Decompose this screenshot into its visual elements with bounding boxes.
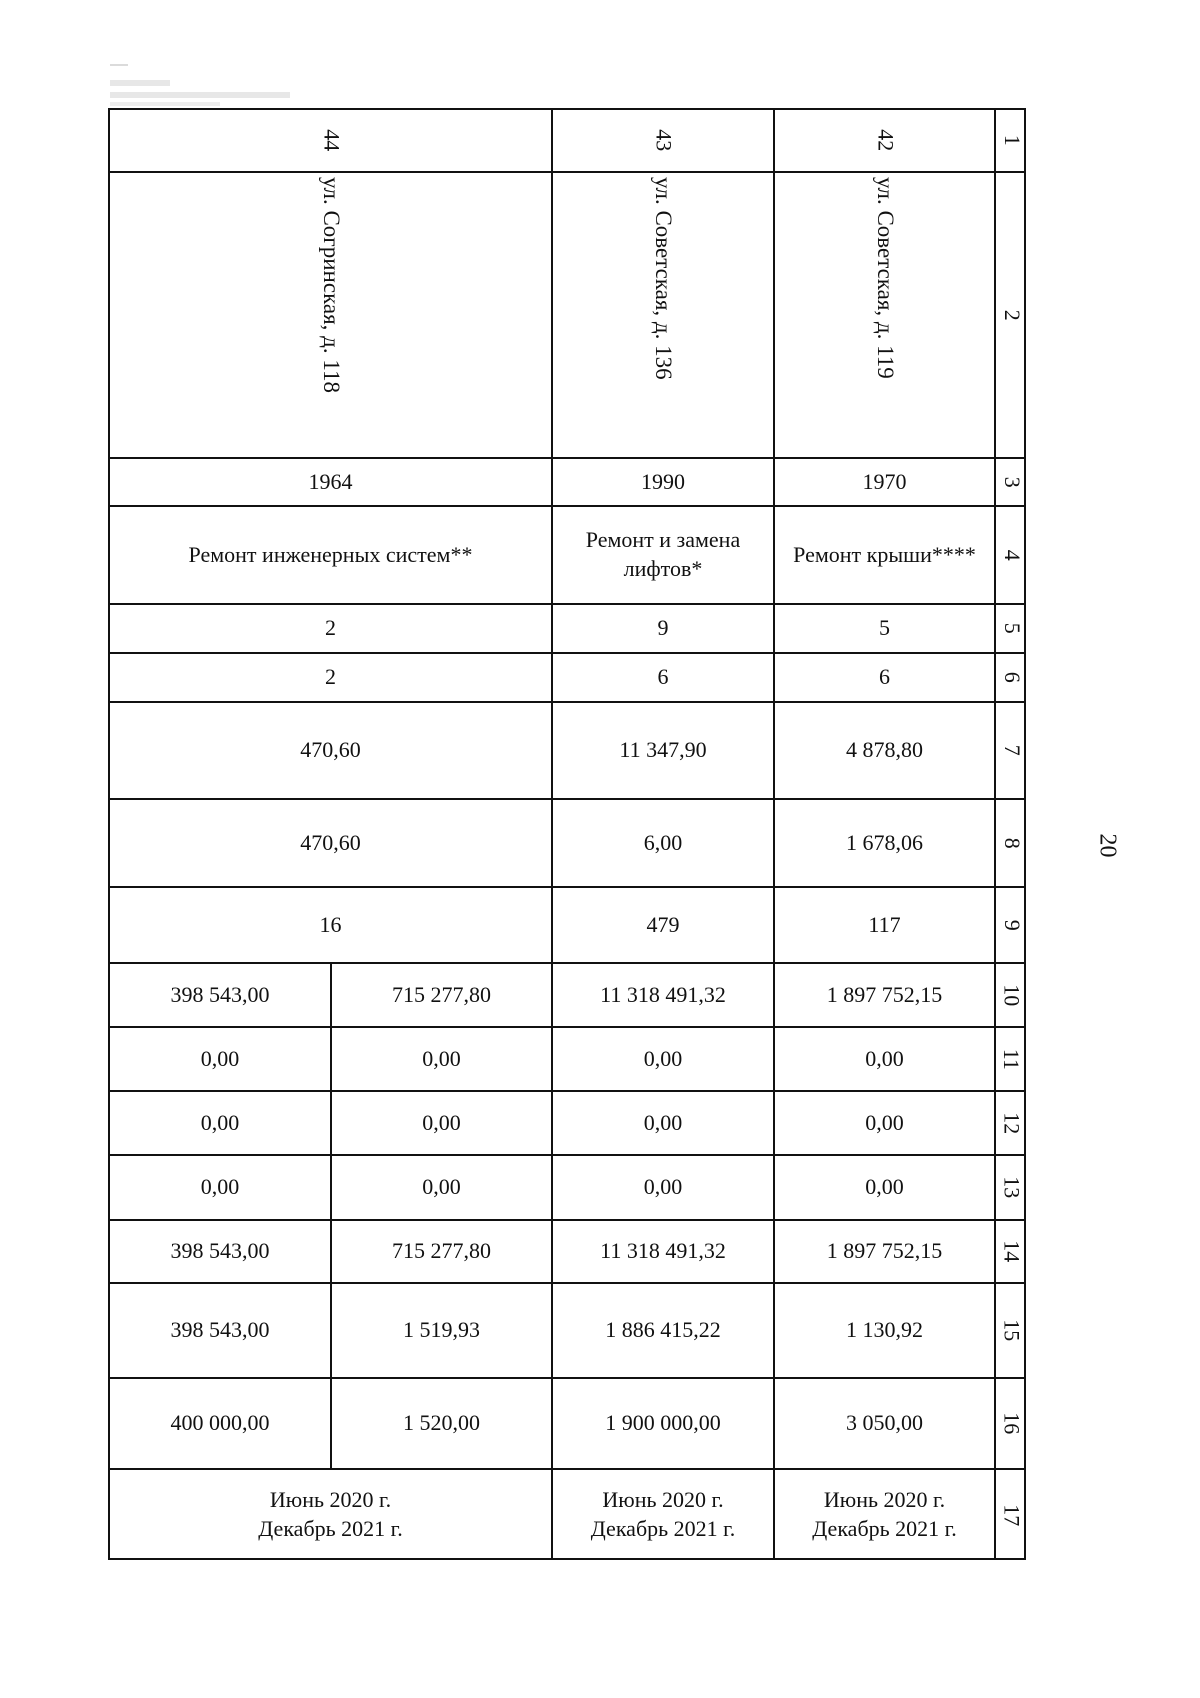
entry-42-number: 42	[872, 129, 898, 152]
column-number-14: 14	[999, 1240, 1025, 1263]
column-number-10-cell	[994, 962, 1026, 1026]
entry-42-col14: 1 897 752,15	[773, 1219, 994, 1282]
entry-43-number-cell	[551, 108, 773, 171]
entry-44-col16-b: 1 520,00	[330, 1377, 551, 1468]
entry-43-col11: 0,00	[551, 1026, 773, 1090]
entry-42-col7: 4 878,80	[773, 701, 994, 798]
entry-42-col9: 117	[773, 886, 994, 962]
entry-42-col12: 0,00	[773, 1090, 994, 1154]
column-number-17: 17	[999, 1504, 1025, 1526]
column-number-5: 5	[999, 623, 1025, 634]
column-number-16-cell	[994, 1377, 1026, 1468]
scan-smudge-mark	[110, 60, 310, 110]
column-number-15-cell	[994, 1282, 1026, 1377]
entry-43-address-cell	[551, 171, 773, 457]
entry-43-col10: 11 318 491,32	[551, 962, 773, 1026]
entry-44-col16-a: 400 000,00	[108, 1377, 330, 1468]
column-number-14-cell	[994, 1219, 1026, 1282]
column-number-12-cell	[994, 1090, 1026, 1154]
entry-43-work-type: Ремонт и замена лифтов*	[551, 505, 773, 603]
entry-42-col5: 5	[773, 603, 994, 652]
entry-44-col14-b: 715 277,80	[330, 1219, 551, 1282]
column-number-3: 3	[999, 476, 1025, 488]
column-number-8-cell	[994, 798, 1026, 886]
column-number-4: 4	[999, 549, 1025, 561]
entry-43-col5: 9	[551, 603, 773, 652]
entry-44-number-cell	[108, 108, 551, 171]
entry-43-col12: 0,00	[551, 1090, 773, 1154]
entry-43-number: 43	[651, 129, 677, 152]
entry-44-col15-b: 1 519,93	[330, 1282, 551, 1377]
entry-44-col12-b: 0,00	[330, 1090, 551, 1154]
entry-44-col10-b: 715 277,80	[330, 962, 551, 1026]
entry-42-col15: 1 130,92	[773, 1282, 994, 1377]
entry-43-col15: 1 886 415,22	[551, 1282, 773, 1377]
column-number-6-cell	[994, 652, 1026, 701]
entry-44-col15-a: 398 543,00	[108, 1282, 330, 1377]
entry-42-address: ул. Советская, д. 119	[872, 177, 898, 379]
entry-44-address-cell	[108, 171, 551, 457]
column-number-2: 2	[999, 309, 1025, 321]
entry-42-number-cell	[773, 108, 994, 171]
entry-44-col5: 2	[108, 603, 551, 652]
entry-44-col11-a: 0,00	[108, 1026, 330, 1090]
column-number-1-cell	[994, 108, 1026, 171]
column-number-6: 6	[999, 672, 1025, 683]
column-number-11-cell	[994, 1026, 1026, 1090]
column-number-16: 16	[999, 1412, 1025, 1435]
entry-43-col7: 11 347,90	[551, 701, 773, 798]
column-number-9: 9	[999, 919, 1025, 931]
entry-43-col9: 479	[551, 886, 773, 962]
entry-44-col12-a: 0,00	[108, 1090, 330, 1154]
entry-42-year: 1970	[773, 457, 994, 505]
column-number-12: 12	[999, 1112, 1025, 1134]
entry-44-number: 44	[318, 129, 344, 152]
entry-42-col11: 0,00	[773, 1026, 994, 1090]
page-number: 20	[1094, 833, 1121, 858]
entry-43-col16: 1 900 000,00	[551, 1377, 773, 1468]
column-number-7-cell	[994, 701, 1026, 798]
entry-44-period: Июнь 2020 г. Декабрь 2021 г.	[108, 1468, 551, 1560]
column-number-2-cell	[994, 171, 1026, 457]
entry-42-col6: 6	[773, 652, 994, 701]
entry-42-col10: 1 897 752,15	[773, 962, 994, 1026]
entry-43-year: 1990	[551, 457, 773, 505]
column-number-7: 7	[999, 745, 1025, 756]
entry-43-col8: 6,00	[551, 798, 773, 886]
column-number-15: 15	[999, 1319, 1025, 1342]
entry-43-col6: 6	[551, 652, 773, 701]
repair-table	[108, 108, 1026, 1560]
entry-43-address: ул. Советская, д. 136	[650, 177, 676, 380]
column-number-9-cell	[994, 886, 1026, 962]
column-number-17-cell	[994, 1468, 1026, 1560]
entry-42-address-cell	[773, 171, 994, 457]
entry-44-col13-a: 0,00	[108, 1154, 330, 1219]
entry-42-period: Июнь 2020 г. Декабрь 2021 г.	[773, 1468, 994, 1560]
column-number-4-cell	[994, 505, 1026, 603]
entry-44-col14-a: 398 543,00	[108, 1219, 330, 1282]
entry-44-work-type: Ремонт инженерных систем**	[108, 505, 551, 603]
entry-42-col13: 0,00	[773, 1154, 994, 1219]
entry-44-year: 1964	[108, 457, 551, 505]
entry-43-col14: 11 318 491,32	[551, 1219, 773, 1282]
entry-43-col13: 0,00	[551, 1154, 773, 1219]
entry-44-address: ул. Согринская, д. 118	[318, 177, 344, 394]
column-number-11: 11	[999, 1048, 1025, 1070]
column-number-10: 10	[999, 984, 1025, 1006]
entry-44-col6: 2	[108, 652, 551, 701]
entry-42-col8: 1 678,06	[773, 798, 994, 886]
entry-44-col13-b: 0,00	[330, 1154, 551, 1219]
entry-44-col9: 16	[108, 886, 551, 962]
entry-44-col11-b: 0,00	[330, 1026, 551, 1090]
entry-44-col8: 470,60	[108, 798, 551, 886]
column-number-13: 13	[999, 1176, 1025, 1199]
entry-44-col7: 470,60	[108, 701, 551, 798]
column-number-13-cell	[994, 1154, 1026, 1219]
entry-42-work-type: Ремонт крыши****	[773, 505, 994, 603]
column-number-5-cell	[994, 603, 1026, 652]
column-number-3-cell	[994, 457, 1026, 505]
entry-43-period: Июнь 2020 г. Декабрь 2021 г.	[551, 1468, 773, 1560]
entry-44-col10-a: 398 543,00	[108, 962, 330, 1026]
entry-42-col16: 3 050,00	[773, 1377, 994, 1468]
column-number-8: 8	[999, 837, 1025, 849]
column-number-1: 1	[999, 135, 1025, 146]
